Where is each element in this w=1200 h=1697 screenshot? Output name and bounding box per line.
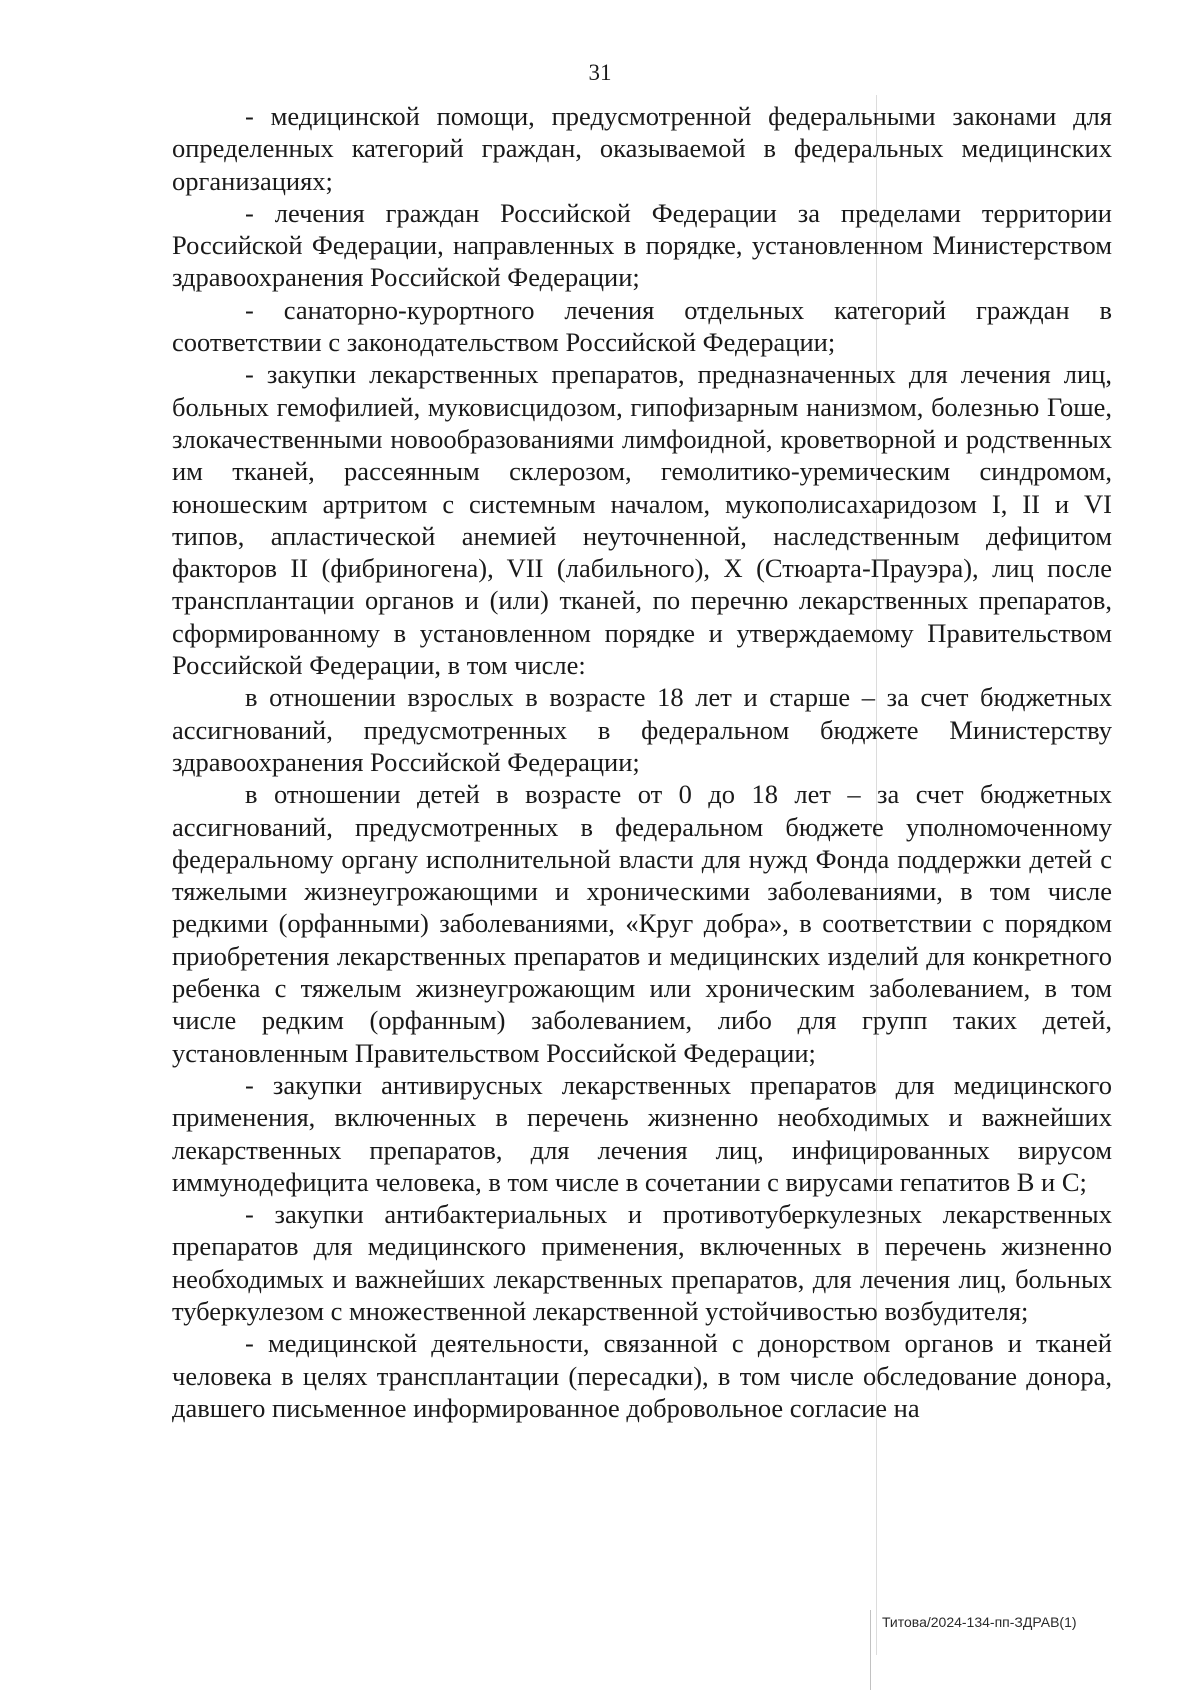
paragraph: - закупки антивирусных лекарственных препаратов для медицинского применения, включенных в перечень жизненно необходимых и важнейших лекарственных препаратов, для лечения лиц, инфицированных вирусом иммунодефицита человека, в том числе в сочетании с вирусами гепатитов B и C; bbox=[172, 1069, 1112, 1197]
paragraph: в отношении детей в возрасте от 0 до 18 лет – за счет бюджетных ассигнований, предусмотренных в федеральном бюджете уполномоченному федеральному органу исполнительной власти для нужд Фонда поддержки детей с тяжелыми жизнеугрожающими и хроническими заболеваниями, в том числе редкими (орфанными) заболеваниями, «Круг добра», в соответствии с порядком приобретения лекарственных препаратов и медицинских изделий для конкретного ребенка с тяжелым жизнеугрожающим или хроническим заболеванием, в том числе редким (орфанным) заболеванием, либо для групп таких детей, установленным Правительством Российской Федерации; bbox=[172, 779, 1112, 1068]
paragraph: - закупки лекарственных препаратов, предназначенных для лечения лиц, больных гемофилией, муковисцидозом, гипофизарным нанизмом, болезнью Гоше, злокачественными новообразованиями лимфоидной, кроветворной и родственных им тканей, рассеянным склерозом, гемолитико-уремическим синдромом, юношеским артритом с системным началом, мукополисахаридозом I, II и VI типов, апластической анемией неуточненной, наследственным дефицитом факторов II (фибриногена), VII (лабильного), X (Стюарта-Прауэра), лиц после трансплантации органов и (или) тканей, по перечню лекарственных препаратов, сформированному в установленном порядке и утверждаемому Правительством Российской Федерации, в том числе: bbox=[172, 359, 1112, 681]
document-body bbox=[172, 100, 1112, 1424]
paragraph: - лечения граждан Российской Федерации за пределами территории Российской Федерации, направленных в порядке, установленном Министерством здравоохранения Российской Федерации; bbox=[172, 197, 1112, 293]
paragraph: - медицинской помощи, предусмотренной федеральными законами для определенных категорий граждан, оказываемой в федеральных медицинских организациях; bbox=[172, 101, 1112, 196]
document-code: Титова/2024-134-пп-ЗДРАВ(1) bbox=[882, 1614, 1077, 1630]
paragraph: - медицинской деятельности, связанной с донорством органов и тканей человека в целях трансплантации (пересадки), в том числе обследование донора, давшего письменное информированное добровольное согласие на bbox=[172, 1328, 1112, 1423]
paragraph: - закупки антибактериальных и противотуберкулезных лекарственных препаратов для медицинского применения, включенных в перечень жизненно необходимых и важнейших лекарственных препаратов, для лечения лиц, больных туберкулезом с множественной лекарственной устойчивостью возбудителя; bbox=[172, 1199, 1112, 1326]
scan-fold-line bbox=[876, 95, 877, 1655]
paragraph: - санаторно-курортного лечения отдельных категорий граждан в соответствии с законодательством Российской Федерации; bbox=[172, 294, 1112, 358]
paragraph: в отношении взрослых в возрасте 18 лет и старше – за счет бюджетных ассигнований, предусмотренных в федеральном бюджете Министерству здравоохранения Российской Федерации; bbox=[172, 682, 1112, 777]
scan-fold-line bbox=[870, 1610, 871, 1690]
page-number: 31 bbox=[588, 60, 612, 85]
